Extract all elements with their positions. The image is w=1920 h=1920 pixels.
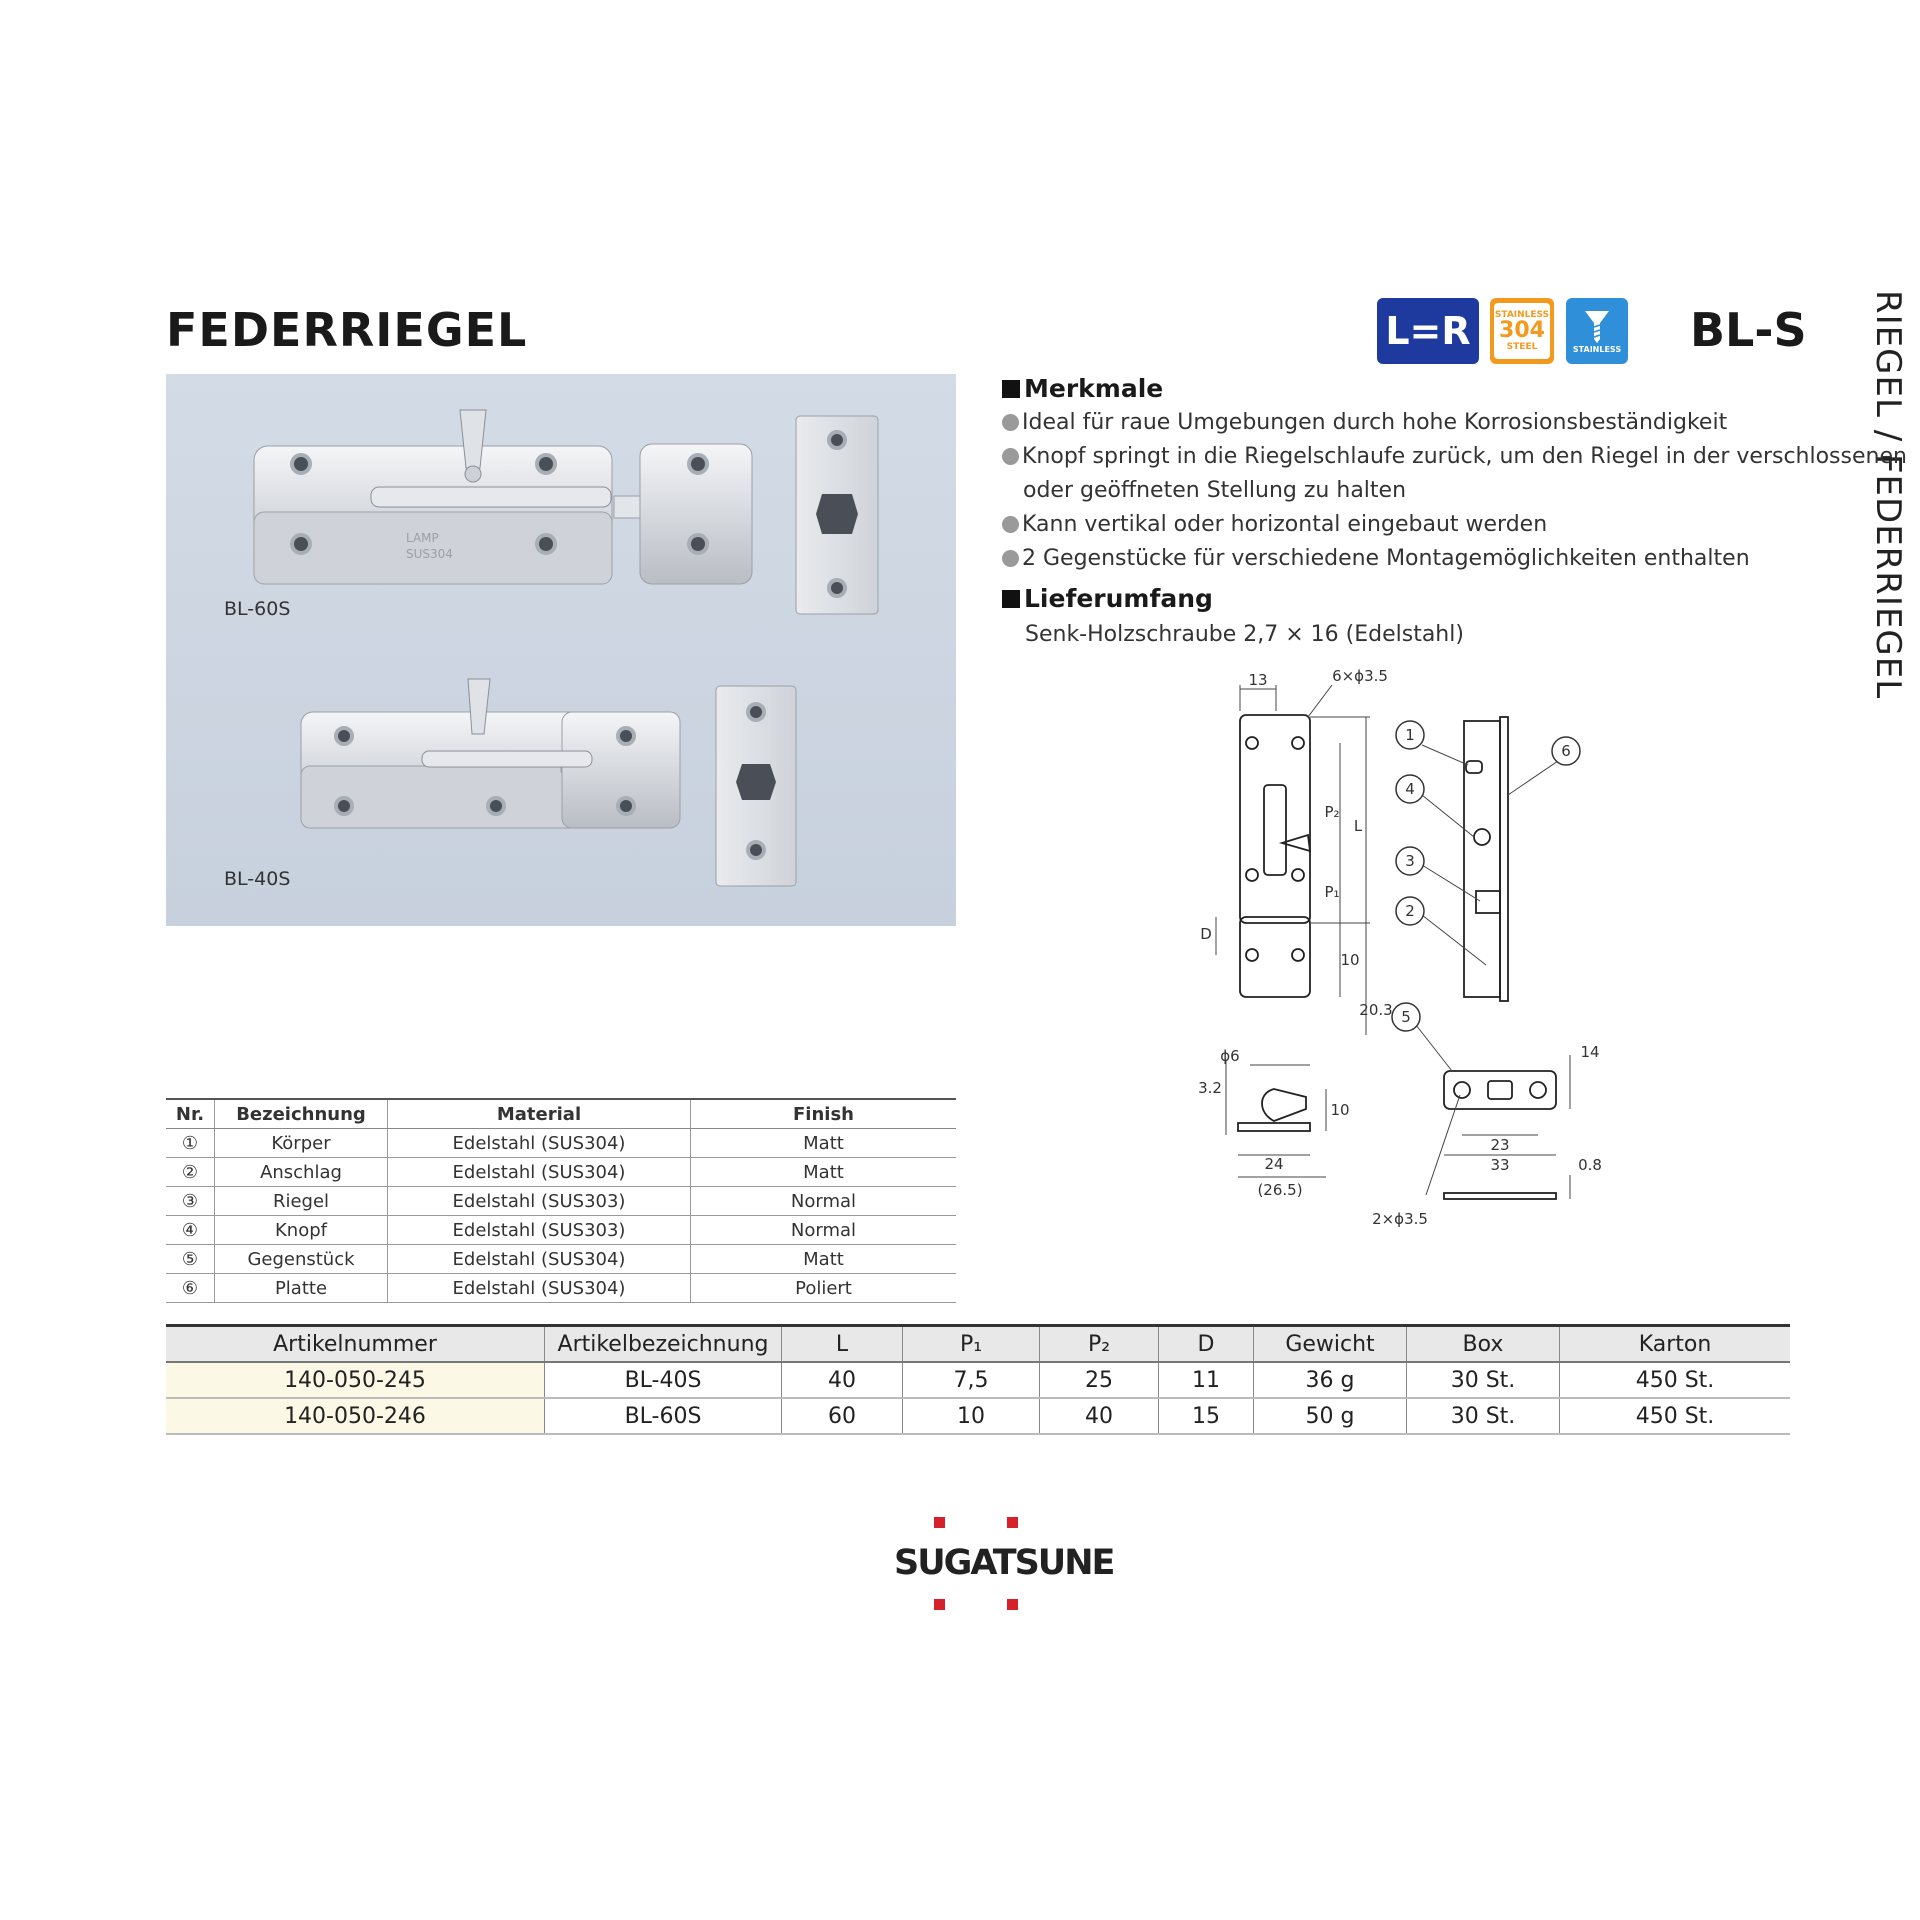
- logo-wordmark: SUGATSUNE: [894, 1543, 1114, 1583]
- feature-item: [1002, 546, 1750, 571]
- dim-20-3: 20.3: [1359, 1001, 1393, 1019]
- table-row: [166, 1398, 1790, 1434]
- feature-item: [1002, 512, 1547, 537]
- part-material: Edelstahl (SUS304): [388, 1129, 691, 1158]
- lr-symmetric-badge: [1377, 298, 1479, 364]
- table-row: [166, 1158, 956, 1187]
- bl60s-bolt: [254, 410, 752, 584]
- screw-icon: [1582, 309, 1612, 343]
- parts-col-name: Bezeichnung: [215, 1099, 388, 1129]
- part-number: [166, 1187, 215, 1216]
- feature-text: Kann vertikal oder horizontal eingebaut werden: [1022, 512, 1548, 537]
- part-material: Edelstahl (SUS304): [388, 1158, 691, 1187]
- article-weight: 50 g: [1254, 1398, 1407, 1434]
- bullet-icon: [1002, 448, 1019, 465]
- logo-square-icon: [934, 1517, 945, 1528]
- dim-p1: P₁: [1324, 883, 1340, 901]
- article-designation: BL-60S: [545, 1398, 782, 1434]
- dim-3-2: 3.2: [1198, 1079, 1222, 1097]
- bl40s-bolt: [301, 679, 680, 828]
- part-finish: Matt: [691, 1158, 957, 1187]
- part-finish: Poliert: [691, 1274, 957, 1303]
- part-finish: Normal: [691, 1187, 957, 1216]
- feature-item-continuation: oder geöffneten Stellung zu halten: [1023, 478, 1407, 503]
- dim-10: 10: [1340, 951, 1360, 969]
- bullet-icon: [1002, 414, 1019, 431]
- heading-square-icon: [1002, 380, 1020, 398]
- callout-6: 6: [1561, 742, 1571, 760]
- logo-square-icon: [1007, 1517, 1018, 1528]
- part-number: [166, 1245, 215, 1274]
- article-col-number: Artikelnummer: [166, 1326, 545, 1363]
- features-heading-text: Merkmale: [1024, 374, 1164, 403]
- article-d: 11: [1159, 1362, 1254, 1398]
- bullet-icon: [1002, 550, 1019, 567]
- dim-2x3-5: 2×ϕ3.5: [1372, 1210, 1428, 1228]
- part-name: Riegel: [215, 1187, 388, 1216]
- bolt-latch-illustration: [166, 374, 956, 926]
- article-col-p1: P₁: [903, 1326, 1040, 1363]
- article-header-row: [166, 1326, 1790, 1363]
- parts-header-row: [166, 1099, 956, 1129]
- dim-phi6: ϕ6: [1220, 1047, 1240, 1065]
- callout-1: 1: [1405, 726, 1415, 744]
- article-d: 15: [1159, 1398, 1254, 1434]
- feature-text: Knopf springt in die Riegelschlaufe zurück, um den Riegel in der verschlossenen: [1022, 444, 1907, 469]
- table-row: [166, 1187, 956, 1216]
- dim-26-5: (26.5): [1257, 1181, 1303, 1199]
- feature-item: [1002, 410, 1727, 435]
- article-weight: 36 g: [1254, 1362, 1407, 1398]
- article-l: 60: [782, 1398, 903, 1434]
- table-row: [166, 1274, 956, 1303]
- article-col-d: D: [1159, 1326, 1254, 1363]
- callout-2: 2: [1405, 902, 1415, 920]
- scope-text: Senk-Holzschraube 2,7 × 16 (Edelstahl): [1025, 622, 1464, 647]
- part-finish: Matt: [691, 1245, 957, 1274]
- technical-drawing: [1190, 665, 1610, 1235]
- article-carton: 450 St.: [1560, 1398, 1791, 1434]
- steel-badge-grade: 304: [1499, 318, 1545, 343]
- part-number-text: ④: [181, 1219, 199, 1241]
- article-designation: BL-40S: [545, 1362, 782, 1398]
- stainless-304-badge: [1490, 298, 1554, 364]
- part-number: [166, 1158, 215, 1187]
- part-number-text: ⑤: [181, 1248, 199, 1270]
- article-l: 40: [782, 1362, 903, 1398]
- part-number: [166, 1129, 215, 1158]
- article-col-weight: Gewicht: [1254, 1326, 1407, 1363]
- part-material: Edelstahl (SUS304): [388, 1274, 691, 1303]
- dim-33: 33: [1490, 1156, 1510, 1174]
- dim-14: 14: [1580, 1043, 1600, 1061]
- article-box: 30 St.: [1407, 1362, 1560, 1398]
- dim-6x3-5: 6×ϕ3.5: [1332, 667, 1388, 685]
- steel-badge-top: STAINLESS: [1494, 310, 1550, 320]
- logo-square-icon: [934, 1599, 945, 1610]
- article-col-l: L: [782, 1326, 903, 1363]
- article-col-carton: Karton: [1560, 1326, 1791, 1363]
- article-col-designation: Artikelbezeichnung: [545, 1326, 782, 1363]
- callout-5: 5: [1401, 1008, 1411, 1026]
- part-finish: Matt: [691, 1129, 957, 1158]
- article-box: 30 St.: [1407, 1398, 1560, 1434]
- engraving-brand: LAMP: [406, 531, 439, 545]
- table-row: [166, 1245, 956, 1274]
- product-code: BL-S: [1690, 303, 1807, 357]
- part-material: Edelstahl (SUS303): [388, 1187, 691, 1216]
- table-row: [166, 1216, 956, 1245]
- article-p1: 10: [903, 1398, 1040, 1434]
- table-row: [166, 1129, 956, 1158]
- dim-d: D: [1200, 925, 1212, 943]
- parts-table: [166, 1098, 956, 1303]
- part-name: Anschlag: [215, 1158, 388, 1187]
- part-number: [166, 1274, 215, 1303]
- parts-col-material: Material: [388, 1099, 691, 1129]
- dim-l: L: [1353, 817, 1363, 835]
- page-title: FEDERRIEGEL: [166, 303, 528, 357]
- steel-badge-bottom: STEEL: [1506, 342, 1538, 352]
- article-p1: 7,5: [903, 1362, 1040, 1398]
- photo-label-bl60s: BL-60S: [224, 598, 291, 620]
- scope-heading: [1002, 584, 1213, 613]
- dim-24: 24: [1264, 1155, 1284, 1173]
- part-name: Gegenstück: [215, 1245, 388, 1274]
- part-number-text: ③: [181, 1190, 199, 1212]
- photo-label-bl40s: BL-40S: [224, 868, 291, 890]
- scope-heading-text: Lieferumfang: [1024, 584, 1213, 613]
- parts-col-finish: Finish: [691, 1099, 957, 1129]
- article-col-box: Box: [1407, 1326, 1560, 1363]
- article-p2: 40: [1040, 1398, 1159, 1434]
- lr-badge-label: L=R: [1385, 309, 1471, 353]
- article-carton: 450 St.: [1560, 1362, 1791, 1398]
- article-col-p2: P₂: [1040, 1326, 1159, 1363]
- screw-badge-label: STAINLESS: [1572, 344, 1622, 354]
- side-category-tab: RIEGEL / FEDERRIEGEL: [1868, 290, 1908, 700]
- part-number-text: ①: [181, 1132, 199, 1154]
- table-row: [166, 1362, 1790, 1398]
- part-number-text: ②: [181, 1161, 199, 1183]
- feature-item: [1002, 444, 1907, 469]
- article-number: 140-050-245: [166, 1362, 545, 1398]
- callout-markers: [1392, 721, 1580, 1031]
- dim-p2: P₂: [1324, 803, 1340, 821]
- part-finish: Normal: [691, 1216, 957, 1245]
- callout-4: 4: [1405, 780, 1415, 798]
- features-heading: [1002, 374, 1163, 403]
- part-material: Edelstahl (SUS303): [388, 1216, 691, 1245]
- article-p2: 25: [1040, 1362, 1159, 1398]
- engraving-material: SUS304: [406, 547, 453, 561]
- feature-text: 2 Gegenstücke für verschiedene Montagemöglichkeiten enthalten: [1022, 546, 1750, 571]
- dim-13: 13: [1248, 671, 1268, 689]
- part-name: Knopf: [215, 1216, 388, 1245]
- part-number-text: ⑥: [181, 1277, 199, 1299]
- dim-0-8: 0.8: [1578, 1156, 1602, 1174]
- article-number: 140-050-246: [166, 1398, 545, 1434]
- product-photo: [166, 374, 956, 926]
- sugatsune-logo: [894, 1515, 1114, 1611]
- bullet-icon: [1002, 516, 1019, 533]
- heading-square-icon: [1002, 590, 1020, 608]
- article-table: [166, 1324, 1790, 1435]
- part-name: Körper: [215, 1129, 388, 1158]
- callout-3: 3: [1405, 852, 1415, 870]
- dim-23: 23: [1490, 1136, 1510, 1154]
- steel-badge-inner: [1494, 303, 1550, 359]
- part-name: Platte: [215, 1274, 388, 1303]
- dim-knob-10: 10: [1330, 1101, 1350, 1119]
- stainless-screw-badge: [1566, 298, 1628, 364]
- bl40s-strike-plate: [716, 686, 796, 886]
- parts-col-nr: Nr.: [166, 1099, 215, 1129]
- logo-square-icon: [1007, 1599, 1018, 1610]
- feature-text: Ideal für raue Umgebungen durch hohe Korrosionsbeständigkeit: [1022, 410, 1728, 435]
- part-number: [166, 1216, 215, 1245]
- bl60s-strike-plate: [796, 416, 878, 614]
- part-material: Edelstahl (SUS304): [388, 1245, 691, 1274]
